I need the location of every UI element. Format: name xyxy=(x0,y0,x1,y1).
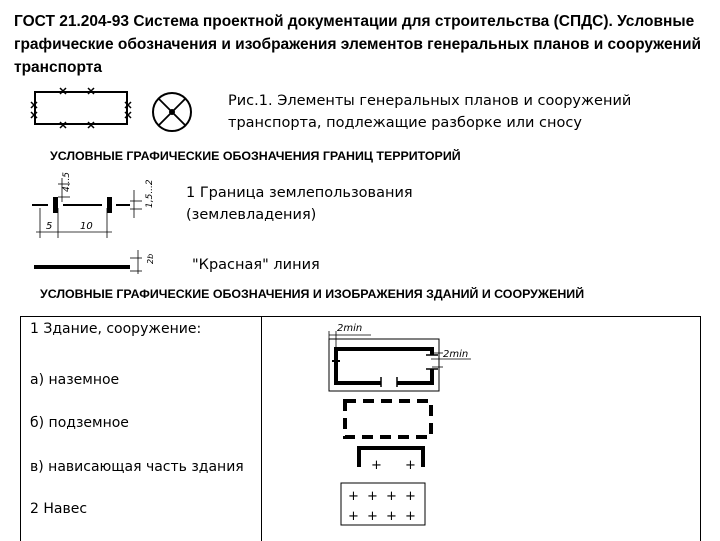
row-underground: б) подземное xyxy=(30,415,129,431)
buildings-heading: УСЛОВНЫЕ ГРАФИЧЕСКИЕ ОБОЗНАЧЕНИЯ И ИЗОБРАЖЕНИЯ ЗДАНИЙ И СООРУЖЕНИЙ xyxy=(40,287,585,301)
plus-mark: + xyxy=(405,509,416,524)
dim-5: 5 xyxy=(46,221,53,232)
plus-mark: + xyxy=(405,458,416,473)
boundary-item-1 xyxy=(186,182,413,226)
figure-caption-line-1: Рис.1. Элементы генеральных планов и сооружений xyxy=(228,93,632,109)
page-title: ГОСТ 21.204-93 Система проектной документации для строительства (СПДС). Условные графические обозначения и изображения элементов генеральных планов и сооружений транспорта xyxy=(14,13,702,76)
plus-mark: + xyxy=(367,509,378,524)
dim-4-5: 4...5 xyxy=(62,171,72,192)
row-building-title: 1 Здание, сооружение: xyxy=(30,321,202,337)
boundary-symbols xyxy=(30,170,170,275)
figure-caption xyxy=(228,90,631,134)
dim-10: 10 xyxy=(80,221,93,232)
plus-mark: + xyxy=(371,458,382,473)
demolition-symbols xyxy=(22,82,202,138)
underground-building-symbol xyxy=(345,401,431,437)
plus-mark: + xyxy=(405,489,416,504)
demolition-crosses xyxy=(31,88,131,128)
above-ground-building-symbol xyxy=(329,339,439,391)
boundaries-heading: УСЛОВНЫЕ ГРАФИЧЕСКИЕ ОБОЗНАЧЕНИЯ ГРАНИЦ ТЕРРИТОРИЙ xyxy=(50,149,461,163)
figure-caption-line-2: транспорта, подлежащие разборке или сносу xyxy=(228,115,582,131)
canopy-plus-marks xyxy=(348,489,416,524)
dim-2b: 2b xyxy=(146,253,155,264)
plus-mark: + xyxy=(348,489,359,504)
demolition-rectangle xyxy=(35,92,127,124)
row-above-ground: а) наземное xyxy=(30,372,120,388)
dim-2min-right: 2min xyxy=(443,349,469,360)
row-canopy: 2 Навес xyxy=(30,501,88,517)
red-line-dims xyxy=(130,250,142,274)
dim-2min-top: 2min xyxy=(337,323,363,334)
boundary-item-1-line-1: 1 Граница землепользования xyxy=(186,185,413,201)
land-use-boundary-line xyxy=(32,197,130,213)
row-overhanging: в) нависающая часть здания xyxy=(30,459,244,475)
boundary-item-1-line-2: (землевладения) xyxy=(186,207,317,223)
building-symbols xyxy=(261,317,699,539)
plus-mark: + xyxy=(367,489,378,504)
demolition-circle-symbol xyxy=(153,93,191,131)
plus-mark: + xyxy=(386,489,397,504)
red-line-label: "Красная" линия xyxy=(192,257,320,273)
plus-mark: + xyxy=(386,509,397,524)
plus-mark: + xyxy=(348,509,359,524)
dim-1-5-2: 1,5...2 xyxy=(145,179,155,208)
